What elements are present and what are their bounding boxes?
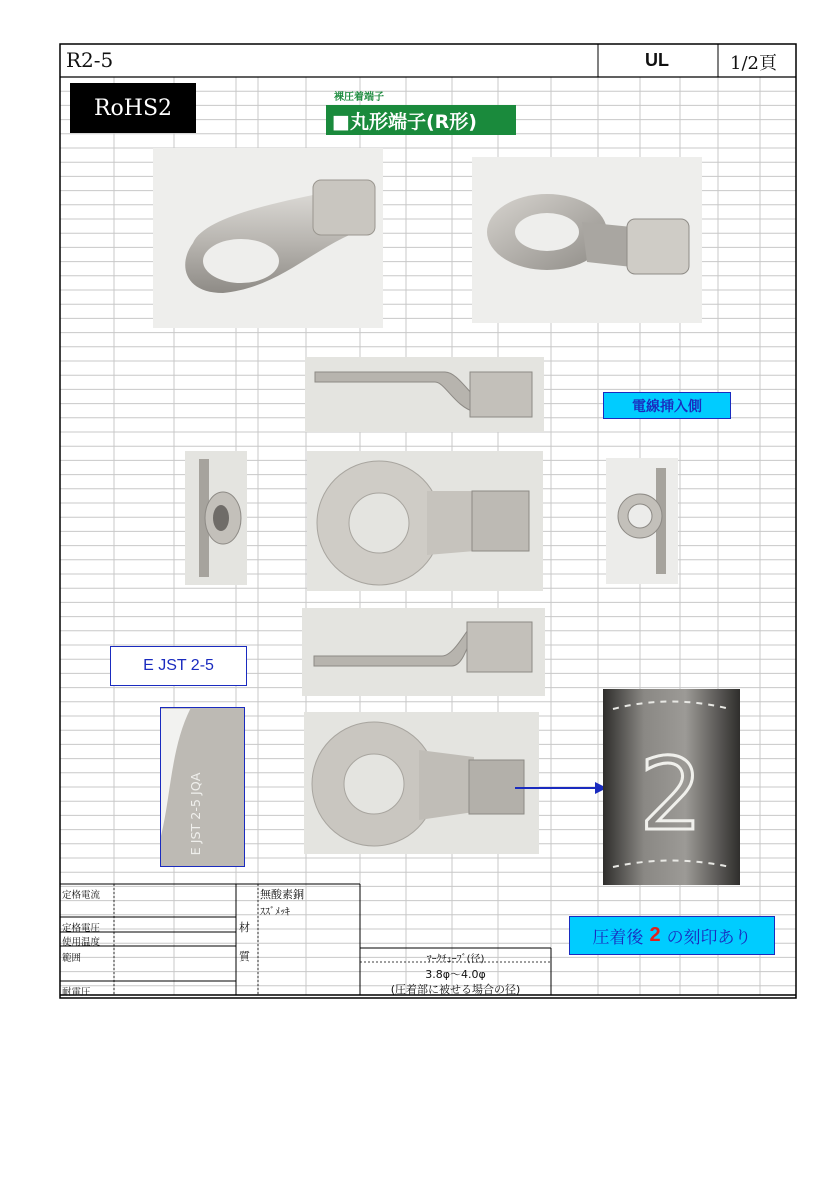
product-title: ■丸形端子(R形)	[332, 110, 477, 133]
rated-current-label: 定格電流	[62, 890, 101, 901]
wire-insert-side-text: 電線挿入側	[632, 398, 702, 415]
standard-label: UL	[645, 50, 669, 70]
engraved-digit: 2	[639, 736, 703, 853]
marking-closeup-text: E JST 2-5 JQA	[188, 772, 204, 856]
product-category: 裸圧着端子	[334, 92, 384, 103]
plating-value: ｽｽﾞﾒｯｷ	[260, 907, 290, 918]
marking-tube-value: 3.8φ～4.0φ	[425, 968, 486, 981]
page-indicator: 1/2頁	[730, 53, 777, 74]
material-label-1: 材	[239, 921, 250, 934]
crimp-note-number: 2	[649, 924, 661, 946]
operating-temp-label: 使用温度	[62, 937, 101, 948]
material-label-2: 質	[239, 950, 250, 963]
marking-tube-note: (圧着部に被せる場合の径)	[390, 983, 521, 996]
material-value: 無酸素銅	[260, 888, 304, 901]
rohs-badge-text: RoHS2	[93, 95, 173, 121]
marking-tube-label: ﾏｰｸﾁｭｰﾌﾞ(径)	[426, 954, 485, 965]
marking-text: E JST 2-5	[143, 657, 214, 674]
rated-voltage-label: 定格電圧	[62, 923, 101, 934]
crimp-note-suffix: の刻印あり	[666, 928, 752, 948]
crimp-note-prefix: 圧着後	[592, 928, 644, 948]
part-number: R2-5	[66, 48, 114, 72]
range-label: 範囲	[62, 953, 82, 964]
withstand-voltage-label: 耐電圧	[62, 987, 91, 998]
